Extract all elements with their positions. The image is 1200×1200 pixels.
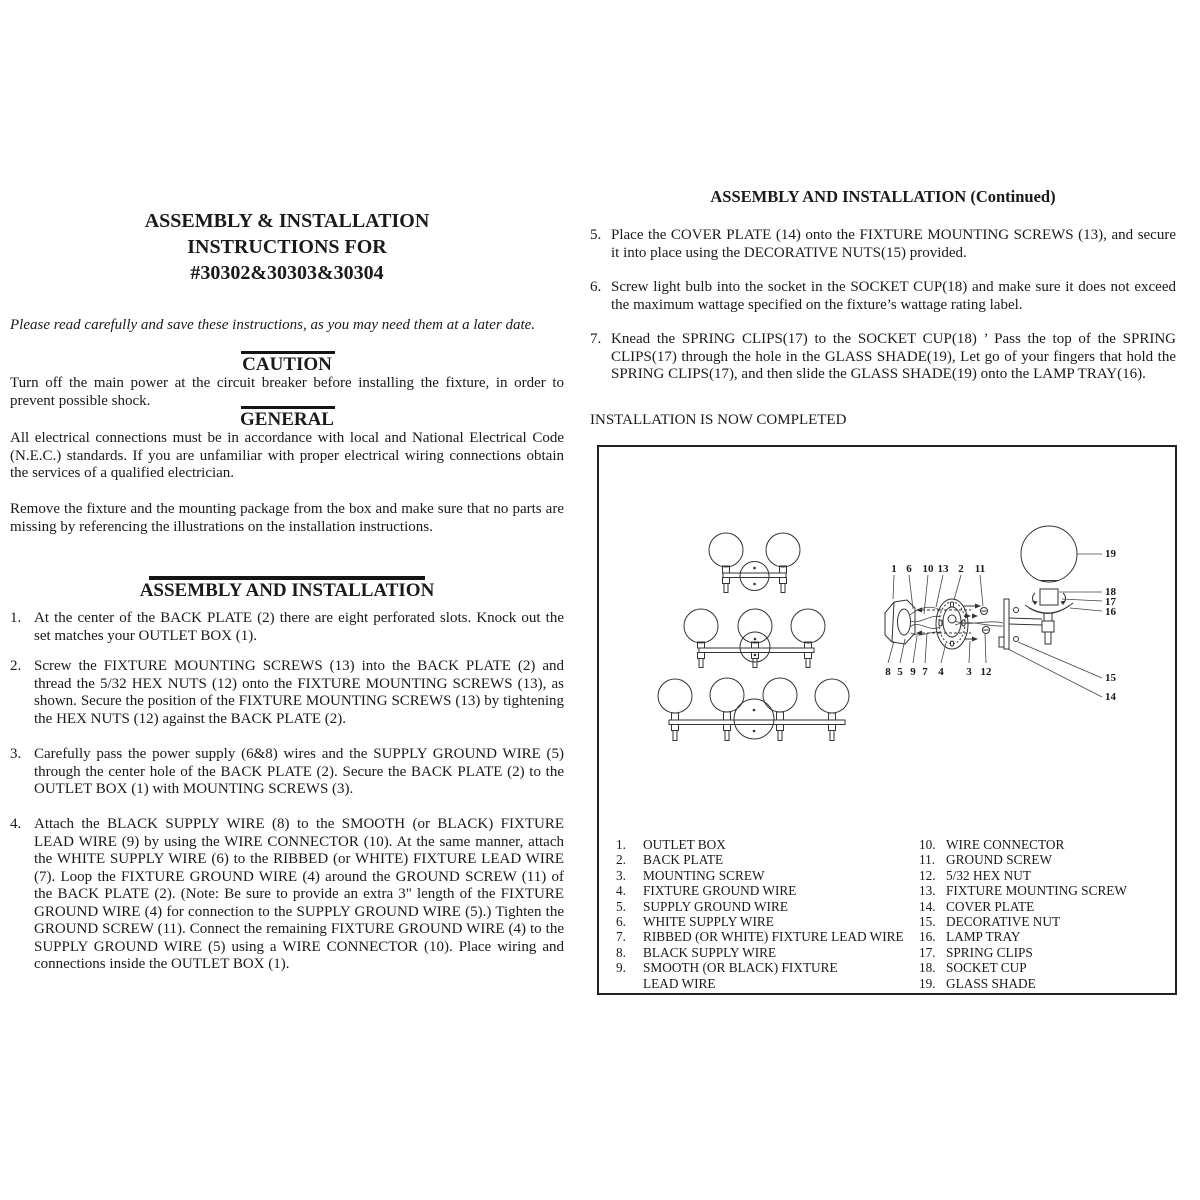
part-number: 2. — [616, 852, 626, 868]
callout-4: 4 — [938, 666, 944, 678]
part-number: 8. — [616, 944, 626, 960]
step-3 — [10, 746, 564, 799]
assembly-heading: ASSEMBLY AND INSTALLATION — [139, 580, 435, 601]
callout-5: 5 — [897, 666, 903, 678]
part-label: 5/32 HEX NUT — [946, 867, 1031, 883]
part-label: MOUNTING SCREW — [643, 867, 765, 883]
part-label: BLACK SUPPLY WIRE — [643, 944, 777, 960]
part-item-19 — [919, 976, 1169, 991]
part-label: OUTLET BOX — [643, 837, 726, 852]
part-item-3 — [616, 868, 906, 883]
exploded-view-drawing — [885, 526, 1117, 703]
part-number: 7. — [616, 929, 626, 945]
figure-box — [597, 445, 1177, 995]
callout-3: 3 — [966, 666, 972, 678]
part-item-2 — [616, 852, 906, 867]
callout-11: 11 — [974, 563, 986, 575]
part-item-10 — [919, 837, 1169, 852]
callout-2: 2 — [958, 563, 964, 575]
step-1 — [10, 610, 564, 645]
step-7-number: 7. — [590, 331, 602, 347]
callout-1: 1 — [891, 563, 897, 575]
step-4 — [10, 816, 564, 974]
continued-heading: ASSEMBLY AND INSTALLATION (Continued) — [710, 187, 1056, 206]
part-item-6 — [616, 914, 906, 929]
outlet-box-drawing — [885, 600, 915, 644]
step-5-text: Place the COVER PLATE (14) onto the FIXTURE MOUNTING SCREWS (13), and secure it into place using the DECORATIVE NUTS(15) provided. — [611, 227, 1176, 261]
part-item-4 — [616, 883, 906, 898]
step-6-text: Screw light bulb into the socket in the SOCKET CUP(18) and make sure it does not exceed the maximum wattage specified on the fixture’s wattage rating label. — [611, 279, 1176, 313]
callout-7: 7 — [922, 666, 928, 678]
part-item-16 — [919, 929, 1169, 944]
document-title — [10, 208, 564, 286]
fixture-4-light-drawing — [658, 678, 849, 741]
callout-10: 10 — [922, 563, 934, 575]
step-6 — [590, 279, 1176, 314]
part-number: 17. — [919, 944, 936, 960]
step-1-number: 1. — [10, 610, 22, 626]
part-number: 9. — [616, 960, 626, 976]
part-number: 19. — [919, 975, 936, 991]
step-4-number: 4. — [10, 816, 22, 832]
callout-numbers — [885, 548, 1116, 703]
part-label: DECORATIVE NUT — [946, 914, 1061, 930]
part-number: 5. — [616, 898, 626, 914]
part-label: WHITE SUPPLY WIRE — [643, 914, 774, 930]
part-label: SMOOTH (OR BLACK) FIXTURE LEAD WIRE — [643, 960, 838, 991]
part-item-5 — [616, 899, 906, 914]
step-3-text: Carefully pass the power supply (6&8) wires and the SUPPLY GROUND WIRE (5) through the center hole of the BACK PLATE (2). Secure the BACK PLATE (2) to the OUTLET BOX (1) with MOUNTING SCREWS (3). — [34, 746, 564, 797]
part-label: COVER PLATE — [946, 898, 1035, 914]
step-3-number: 3. — [10, 746, 22, 762]
part-label: SUPPLY GROUND WIRE — [643, 898, 788, 914]
part-number: 1. — [616, 837, 626, 852]
callout-8: 8 — [885, 666, 891, 678]
callout-13: 13 — [937, 563, 949, 575]
part-number: 10. — [919, 837, 936, 852]
callout-9: 9 — [910, 666, 916, 678]
fixture-3-light-drawing — [684, 609, 825, 668]
part-item-1 — [616, 837, 906, 852]
title-line-3: #30302&30303&30304 — [190, 262, 384, 284]
general-heading: GENERAL — [240, 409, 334, 430]
callout-18: 18 — [1105, 586, 1116, 598]
callout-17: 17 — [1105, 596, 1116, 608]
fixture-diagram — [599, 447, 1175, 835]
step-2-text: Screw the FIXTURE MOUNTING SCREWS (13) into the BACK PLATE (2) and thread the 5/32 HEX NUTS (12) onto the FIXTURE MOUNTING SCREWS (13), as shown. Secure the position of the FIXTURE MOUNTING SCREWS (13) by tightening the HEX NUTS (12) against the BACK PLATE (2). — [34, 658, 564, 727]
part-item-17 — [919, 945, 1169, 960]
part-number: 13. — [919, 883, 936, 899]
socket-cup-drawing — [1032, 589, 1066, 605]
part-label: GROUND SCREW — [946, 852, 1053, 868]
step-7-text: Knead the SPRING CLIPS(17) to the SOCKET CUP(18) ’ Pass the top of the SPRING CLIPS(17) through the hole in the GLASS SHADE(19), Let go of your fingers that hold the SPRING CLIPS(17), and then slide the GLASS SHADE(19) onto the LAMP TRAY(16). — [611, 331, 1176, 382]
intro-note: Please read carefully and save these instructions, as you may need them at a later date. — [10, 317, 536, 333]
part-number: 16. — [919, 929, 936, 945]
part-item-9 — [616, 960, 906, 991]
step-4-text: Attach the BLACK SUPPLY WIRE (8) to the SMOOTH (or BLACK) FIXTURE LEAD WIRE (9) by using the WIRE CONNECTOR (10). At the same manner, attach the WHITE SUPPLY WIRE (6) to the RIBBED (or WHITE) FIXTURE LEAD WIRE (7). Loop the FIXTURE GROUND WIRE (4) around the GROUND SCREW (11) of the BACK PLATE (2). (Note: Be sure to provide an extra 3" length of the FIXTURE GROUND WIRE (4) for connection to the SUPPLY GROUND WIRE (5).) Tighten the GROUND SCREW (11). Connect the remaining FIXTURE GROUND WIRE (4) to the SUPPLY GROUND WIRE (5) using a WIRE CONNECTOR (10). Place wiring and connections inside the OUTLET BOX (1). — [34, 816, 564, 972]
back-plate-drawing — [936, 599, 968, 649]
part-number: 14. — [919, 898, 936, 914]
part-number: 6. — [616, 914, 626, 930]
part-number: 3. — [616, 867, 626, 883]
callout-19: 19 — [1105, 548, 1116, 560]
step-5 — [590, 227, 1176, 262]
completed-line: INSTALLATION IS NOW COMPLETED — [590, 412, 847, 428]
step-2-number: 2. — [10, 658, 22, 674]
part-number: 4. — [616, 883, 626, 899]
callout-16: 16 — [1105, 606, 1116, 618]
part-label: FIXTURE GROUND WIRE — [643, 883, 797, 899]
part-item-7 — [616, 929, 906, 944]
general-body-2: Remove the fixture and the mounting package from the box and make sure that no parts are missing by referencing the illustrations on the installation instructions. — [10, 501, 564, 535]
title-line-1: ASSEMBLY & INSTALLATION — [144, 210, 430, 232]
part-item-8 — [616, 945, 906, 960]
parts-list-right — [919, 837, 1169, 991]
caution-body: Turn off the main power at the circuit breaker before installing the fixture, in order to prevent possible shock. — [10, 375, 564, 409]
part-label: GLASS SHADE — [946, 975, 1036, 991]
part-item-15 — [919, 914, 1169, 929]
part-number: 12. — [919, 867, 936, 883]
callout-14: 14 — [1105, 691, 1116, 703]
part-item-13 — [919, 883, 1169, 898]
part-number: 11. — [919, 852, 936, 868]
step-2 — [10, 658, 564, 728]
part-label: BACK PLATE — [643, 852, 724, 868]
part-label: SOCKET CUP — [946, 960, 1027, 976]
caution-heading: CAUTION — [242, 354, 332, 375]
step-5-number: 5. — [590, 227, 602, 243]
title-line-2: INSTRUCTIONS FOR — [187, 236, 387, 258]
part-label: LAMP TRAY — [946, 929, 1021, 945]
step-6-number: 6. — [590, 279, 602, 295]
part-item-12 — [919, 868, 1169, 883]
glass-shade-drawing — [1021, 526, 1077, 582]
callout-12: 12 — [980, 666, 992, 678]
part-label: RIBBED (OR WHITE) FIXTURE LEAD WIRE — [643, 929, 904, 945]
part-item-14 — [919, 899, 1169, 914]
part-number: 18. — [919, 960, 936, 976]
part-label: SPRING CLIPS — [946, 944, 1033, 960]
callout-6: 6 — [906, 563, 912, 575]
step-1-text: At the center of the BACK PLATE (2) there are eight perforated slots. Knock out the set matches your OUTLET BOX (1). — [34, 610, 564, 644]
part-label: FIXTURE MOUNTING SCREW — [946, 883, 1127, 899]
step-7 — [590, 331, 1176, 384]
parts-list-left — [616, 837, 906, 991]
general-body: All electrical connections must be in accordance with local and National Electrical Code (N.E.C.) standards. If you are unfamiliar with proper electrical wiring connections obtain the services of a qualified electrician. — [10, 430, 564, 481]
callout-15: 15 — [1105, 672, 1116, 684]
part-item-11 — [919, 852, 1169, 867]
fixture-2-light-drawing — [709, 533, 800, 593]
part-number: 15. — [919, 914, 936, 930]
part-label: WIRE CONNECTOR — [946, 837, 1065, 852]
part-item-18 — [919, 960, 1169, 975]
